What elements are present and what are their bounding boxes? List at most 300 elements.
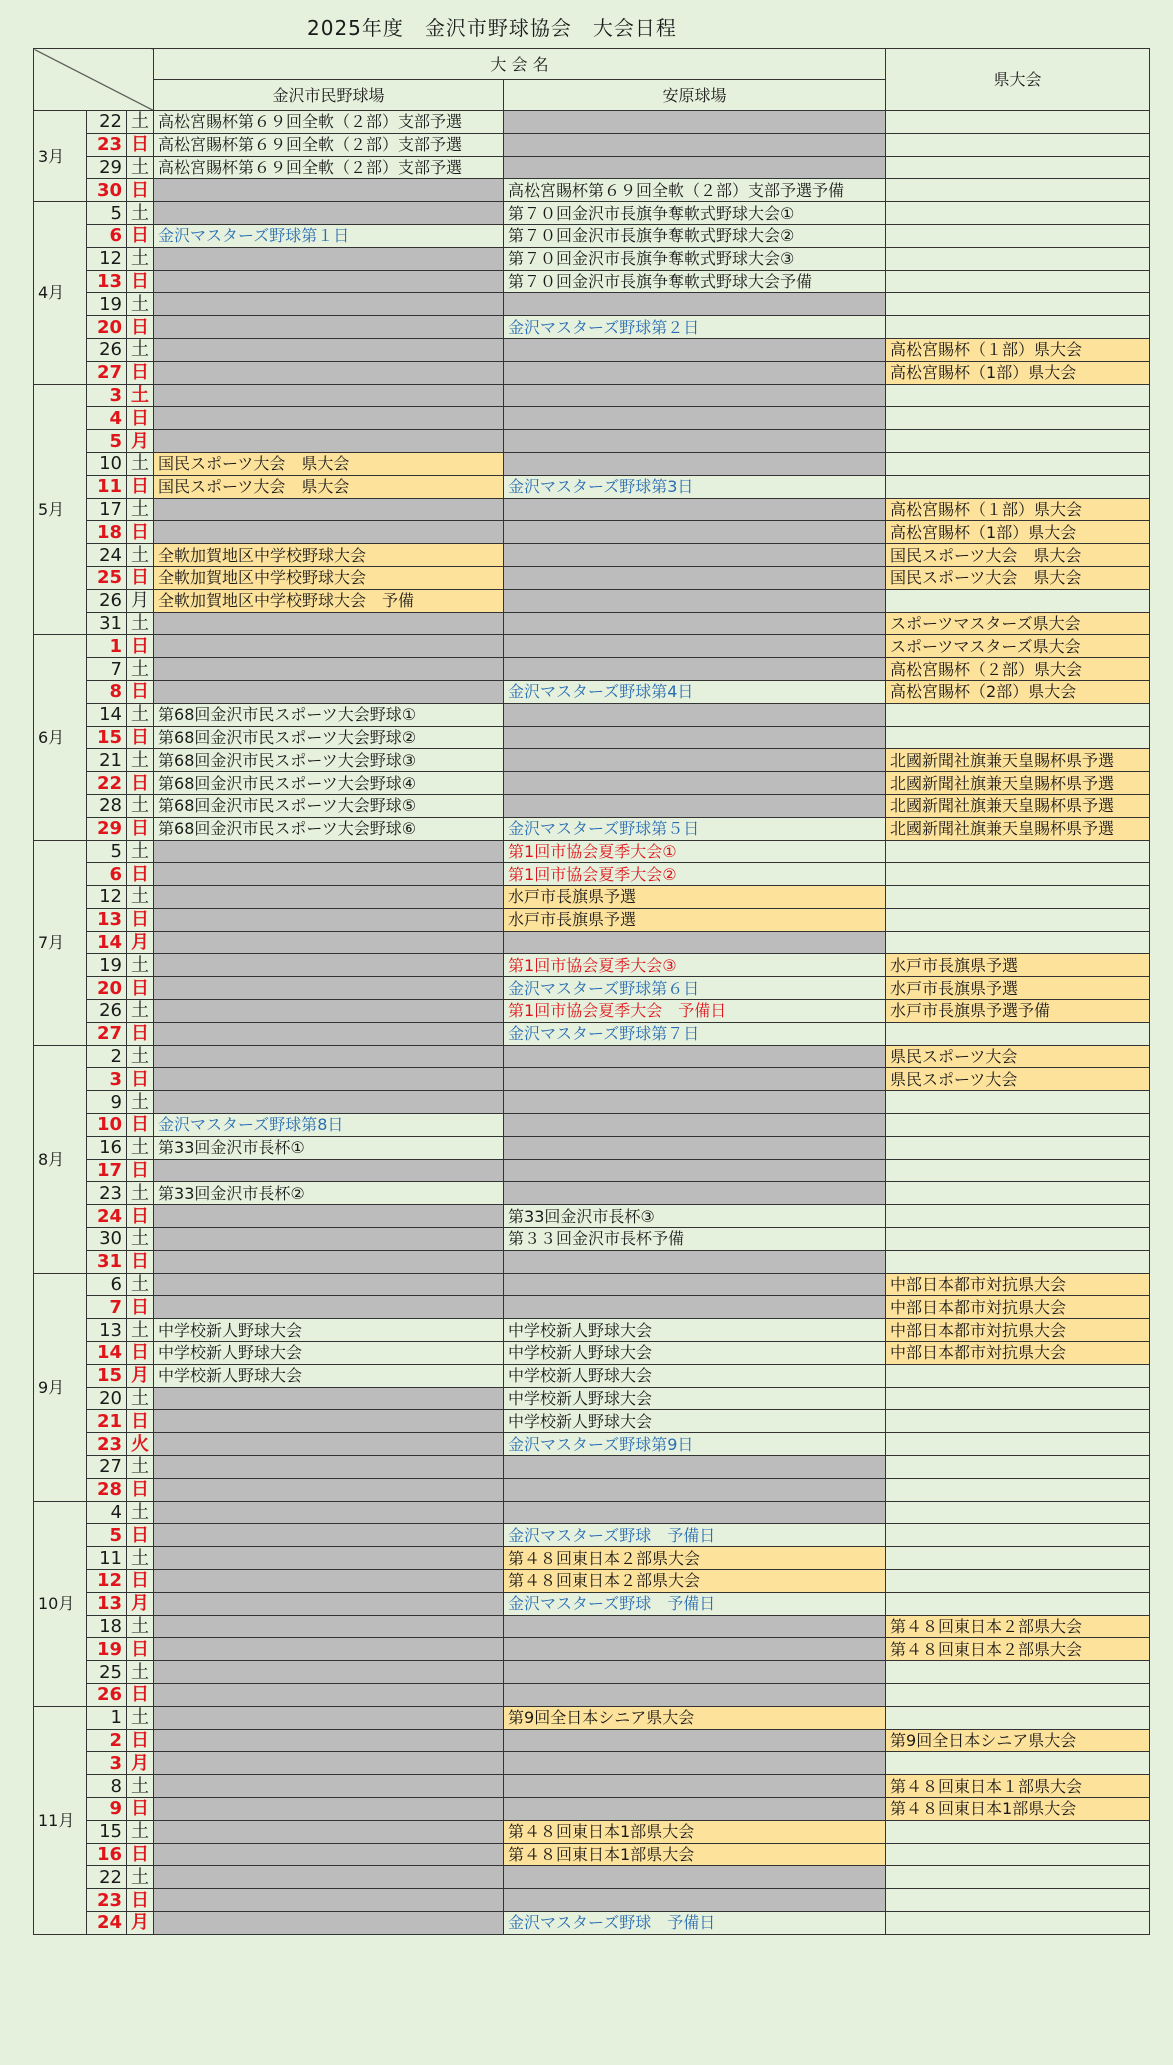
venue1-event: 第33回金沢市長杯② xyxy=(154,1182,504,1205)
day-number: 19 xyxy=(87,954,127,977)
prefecture-event xyxy=(886,430,1150,453)
weekday: 日 xyxy=(127,1250,154,1273)
prefecture-event xyxy=(886,1570,1150,1593)
weekday: 土 xyxy=(127,1228,154,1251)
weekday: 日 xyxy=(127,361,154,384)
venue1-event: 国民スポーツ大会 県大会 xyxy=(154,475,504,498)
schedule-row xyxy=(34,1547,1150,1570)
prefecture-event: 水戸市長旗県予選予備 xyxy=(886,1000,1150,1023)
prefecture-event xyxy=(886,726,1150,749)
schedule-row xyxy=(34,1683,1150,1706)
prefecture-event xyxy=(886,1091,1150,1114)
weekday: 土 xyxy=(127,1045,154,1068)
venue2-event: 金沢マスターズ野球 予備日 xyxy=(504,1592,886,1615)
schedule-table-container xyxy=(33,48,1149,2035)
prefecture-event xyxy=(886,1433,1150,1456)
venue2-event: 第４８回東日本２部県大会 xyxy=(504,1570,886,1593)
venue2-event: 第1回市協会夏季大会 予備日 xyxy=(504,1000,886,1023)
schedule-row xyxy=(34,1501,1150,1524)
venue1-header: 金沢市民野球場 xyxy=(154,80,504,111)
venue1-event xyxy=(154,1661,504,1684)
day-number: 14 xyxy=(87,1342,127,1365)
schedule-row xyxy=(34,635,1150,658)
schedule-row xyxy=(34,1797,1150,1820)
schedule-row xyxy=(34,1319,1150,1342)
venue2-event: 第1回市協会夏季大会② xyxy=(504,863,886,886)
weekday: 月 xyxy=(127,1364,154,1387)
schedule-row xyxy=(34,886,1150,909)
schedule-row xyxy=(34,954,1150,977)
weekday: 土 xyxy=(127,293,154,316)
venue2-event xyxy=(504,635,886,658)
venue1-event: 第68回金沢市民スポーツ大会野球⑥ xyxy=(154,817,504,840)
day-number: 27 xyxy=(87,1456,127,1479)
venue1-event xyxy=(154,1570,504,1593)
venue2-event: 第４８回東日本1部県大会 xyxy=(504,1820,886,1843)
venue1-event: 中学校新人野球大会 xyxy=(154,1342,504,1365)
weekday: 土 xyxy=(127,1775,154,1798)
schedule-row xyxy=(34,1592,1150,1615)
venue1-event: 中学校新人野球大会 xyxy=(154,1319,504,1342)
day-number: 2 xyxy=(87,1045,127,1068)
weekday: 日 xyxy=(127,475,154,498)
venue1-event xyxy=(154,886,504,909)
weekday: 日 xyxy=(127,680,154,703)
day-number: 20 xyxy=(87,977,127,1000)
venue2-event xyxy=(504,407,886,430)
prefecture-event xyxy=(886,1501,1150,1524)
day-number: 12 xyxy=(87,1570,127,1593)
day-number: 5 xyxy=(87,1524,127,1547)
weekday: 土 xyxy=(127,1273,154,1296)
header-row-1 xyxy=(34,49,1150,80)
day-number: 18 xyxy=(87,1615,127,1638)
venue2-header: 安原球場 xyxy=(504,80,886,111)
weekday: 土 xyxy=(127,498,154,521)
venue1-event xyxy=(154,338,504,361)
day-number: 24 xyxy=(87,1205,127,1228)
prefecture-event xyxy=(886,270,1150,293)
prefecture-event xyxy=(886,247,1150,270)
venue1-event xyxy=(154,1729,504,1752)
weekday: 月 xyxy=(127,931,154,954)
schedule-row xyxy=(34,1022,1150,1045)
venue1-event: 第33回金沢市長杯① xyxy=(154,1136,504,1159)
prefecture-event: 第４８回東日本1部県大会 xyxy=(886,1797,1150,1820)
day-number: 3 xyxy=(87,384,127,407)
venue1-event: 全軟加賀地区中学校野球大会 予備 xyxy=(154,589,504,612)
weekday: 日 xyxy=(127,1159,154,1182)
weekday: 日 xyxy=(127,1570,154,1593)
venue2-event: 金沢マスターズ野球第4日 xyxy=(504,680,886,703)
day-number: 23 xyxy=(87,1433,127,1456)
prefecture-event xyxy=(886,931,1150,954)
venue2-event: 金沢マスターズ野球第７日 xyxy=(504,1022,886,1045)
schedule-row xyxy=(34,544,1150,567)
weekday: 月 xyxy=(127,1911,154,1934)
day-number: 20 xyxy=(87,1387,127,1410)
prefecture-event: 高松宮賜杯（1部）県大会 xyxy=(886,361,1150,384)
venue2-event xyxy=(504,1729,886,1752)
prefecture-event xyxy=(886,1661,1150,1684)
day-number: 3 xyxy=(87,1752,127,1775)
schedule-row xyxy=(34,521,1150,544)
day-number: 26 xyxy=(87,1683,127,1706)
day-number: 27 xyxy=(87,361,127,384)
venue2-event xyxy=(504,1889,886,1912)
weekday: 日 xyxy=(127,1410,154,1433)
day-number: 19 xyxy=(87,293,127,316)
prefecture-event: 水戸市長旗県予選 xyxy=(886,954,1150,977)
day-number: 5 xyxy=(87,202,127,225)
month-label: 4月 xyxy=(34,202,87,384)
prefecture-event: 第４８回東日本２部県大会 xyxy=(886,1615,1150,1638)
prefecture-event: 高松宮賜杯（２部）県大会 xyxy=(886,658,1150,681)
schedule-row xyxy=(34,1570,1150,1593)
schedule-row xyxy=(34,1775,1150,1798)
schedule-row xyxy=(34,1615,1150,1638)
weekday: 日 xyxy=(127,521,154,544)
schedule-row xyxy=(34,1228,1150,1251)
schedule-row xyxy=(34,931,1150,954)
day-number: 22 xyxy=(87,772,127,795)
schedule-row xyxy=(34,407,1150,430)
venue1-event: 高松宮賜杯第６９回全軟（２部）支部予選 xyxy=(154,111,504,134)
venue2-event: 第４８回東日本２部県大会 xyxy=(504,1547,886,1570)
prefecture-event: 第４８回東日本２部県大会 xyxy=(886,1638,1150,1661)
venue1-event xyxy=(154,202,504,225)
schedule-row xyxy=(34,726,1150,749)
prefecture-event: スポーツマスターズ県大会 xyxy=(886,612,1150,635)
schedule-row xyxy=(34,1182,1150,1205)
schedule-row xyxy=(34,1000,1150,1023)
day-number: 28 xyxy=(87,1478,127,1501)
schedule-row xyxy=(34,772,1150,795)
venue2-event xyxy=(504,1273,886,1296)
day-number: 12 xyxy=(87,886,127,909)
venue1-event xyxy=(154,612,504,635)
weekday: 月 xyxy=(127,430,154,453)
venue1-event xyxy=(154,1775,504,1798)
schedule-row xyxy=(34,749,1150,772)
venue2-event xyxy=(504,1250,886,1273)
day-number: 30 xyxy=(87,1228,127,1251)
venue1-event xyxy=(154,1478,504,1501)
venue2-event xyxy=(504,1752,886,1775)
prefecture-event xyxy=(886,1250,1150,1273)
weekday: 日 xyxy=(127,1114,154,1137)
venue2-event xyxy=(504,1638,886,1661)
schedule-row xyxy=(34,452,1150,475)
venue2-event: 金沢マスターズ野球第9日 xyxy=(504,1433,886,1456)
weekday: 土 xyxy=(127,1706,154,1729)
venue1-event xyxy=(154,1797,504,1820)
weekday: 土 xyxy=(127,1820,154,1843)
weekday: 日 xyxy=(127,1729,154,1752)
weekday: 日 xyxy=(127,1797,154,1820)
prefecture-event xyxy=(886,840,1150,863)
day-number: 8 xyxy=(87,680,127,703)
day-number: 10 xyxy=(87,1114,127,1137)
weekday: 日 xyxy=(127,863,154,886)
day-number: 23 xyxy=(87,133,127,156)
schedule-row xyxy=(34,908,1150,931)
venue2-event: 第７０回金沢市長旗争奪軟式野球大会③ xyxy=(504,247,886,270)
day-number: 1 xyxy=(87,1706,127,1729)
prefecture-event xyxy=(886,1752,1150,1775)
schedule-row xyxy=(34,247,1150,270)
venue2-event: 第４８回東日本1部県大会 xyxy=(504,1843,886,1866)
prefecture-event xyxy=(886,1547,1150,1570)
prefecture-event xyxy=(886,589,1150,612)
schedule-row xyxy=(34,1205,1150,1228)
weekday: 月 xyxy=(127,1592,154,1615)
schedule-row xyxy=(34,1045,1150,1068)
prefecture-event xyxy=(886,1114,1150,1137)
prefecture-event xyxy=(886,1524,1150,1547)
weekday: 日 xyxy=(127,1205,154,1228)
venue1-event xyxy=(154,247,504,270)
venue2-event: 第７０回金沢市長旗争奪軟式野球大会① xyxy=(504,202,886,225)
day-number: 13 xyxy=(87,1319,127,1342)
venue2-event xyxy=(504,1797,886,1820)
venue2-event: 第33回金沢市長杯③ xyxy=(504,1205,886,1228)
venue2-event xyxy=(504,430,886,453)
venue1-event: 金沢マスターズ野球第１日 xyxy=(154,224,504,247)
weekday: 日 xyxy=(127,270,154,293)
prefecture-header: 県大会 xyxy=(886,49,1150,111)
weekday: 日 xyxy=(127,1068,154,1091)
day-number: 6 xyxy=(87,863,127,886)
prefecture-event xyxy=(886,133,1150,156)
prefecture-event: 第４８回東日本１部県大会 xyxy=(886,1775,1150,1798)
prefecture-event: 北國新聞社旗兼天皇賜杯県予選 xyxy=(886,794,1150,817)
day-number: 30 xyxy=(87,179,127,202)
prefecture-event: 高松宮賜杯（１部）県大会 xyxy=(886,338,1150,361)
prefecture-event xyxy=(886,202,1150,225)
day-number: 15 xyxy=(87,1364,127,1387)
day-number: 15 xyxy=(87,1820,127,1843)
day-number: 24 xyxy=(87,544,127,567)
venue1-event xyxy=(154,954,504,977)
venue2-event: 金沢マスターズ野球 予備日 xyxy=(504,1524,886,1547)
weekday: 火 xyxy=(127,1433,154,1456)
prefecture-event: 中部日本都市対抗県大会 xyxy=(886,1273,1150,1296)
venue2-event: 中学校新人野球大会 xyxy=(504,1387,886,1410)
month-label: 9月 xyxy=(34,1273,87,1501)
prefecture-event xyxy=(886,111,1150,134)
venue1-event xyxy=(154,1706,504,1729)
prefecture-event: 北國新聞社旗兼天皇賜杯県予選 xyxy=(886,817,1150,840)
weekday: 日 xyxy=(127,1296,154,1319)
venue2-event xyxy=(504,133,886,156)
venue2-event xyxy=(504,931,886,954)
venue1-event xyxy=(154,658,504,681)
venue1-event xyxy=(154,863,504,886)
schedule-row xyxy=(34,1068,1150,1091)
weekday: 土 xyxy=(127,384,154,407)
prefecture-event: 高松宮賜杯（１部）県大会 xyxy=(886,498,1150,521)
venue2-event xyxy=(504,1182,886,1205)
day-number: 19 xyxy=(87,1638,127,1661)
weekday: 日 xyxy=(127,566,154,589)
venue2-event xyxy=(504,566,886,589)
schedule-row xyxy=(34,475,1150,498)
prefecture-event: 北國新聞社旗兼天皇賜杯県予選 xyxy=(886,772,1150,795)
venue2-event: 第７０回金沢市長旗争奪軟式野球大会② xyxy=(504,224,886,247)
venue2-event xyxy=(504,589,886,612)
venue1-event xyxy=(154,293,504,316)
venue1-event xyxy=(154,1273,504,1296)
weekday: 土 xyxy=(127,1091,154,1114)
day-number: 22 xyxy=(87,111,127,134)
venue1-event xyxy=(154,1000,504,1023)
weekday: 土 xyxy=(127,1547,154,1570)
venue1-event xyxy=(154,840,504,863)
day-number: 25 xyxy=(87,566,127,589)
day-number: 17 xyxy=(87,1159,127,1182)
weekday: 土 xyxy=(127,703,154,726)
weekday: 日 xyxy=(127,977,154,1000)
weekday: 土 xyxy=(127,794,154,817)
venue2-event xyxy=(504,1501,886,1524)
day-number: 29 xyxy=(87,817,127,840)
schedule-row xyxy=(34,202,1150,225)
venue2-event xyxy=(504,1068,886,1091)
schedule-row xyxy=(34,1296,1150,1319)
weekday: 土 xyxy=(127,1136,154,1159)
prefecture-event xyxy=(886,475,1150,498)
day-number: 3 xyxy=(87,1068,127,1091)
weekday: 土 xyxy=(127,954,154,977)
venue2-event xyxy=(504,361,886,384)
prefecture-event xyxy=(886,1456,1150,1479)
weekday: 日 xyxy=(127,316,154,339)
day-number: 7 xyxy=(87,1296,127,1319)
weekday: 日 xyxy=(127,224,154,247)
venue1-event xyxy=(154,1615,504,1638)
prefecture-event xyxy=(886,1478,1150,1501)
prefecture-event xyxy=(886,293,1150,316)
venue1-event xyxy=(154,908,504,931)
schedule-row xyxy=(34,1159,1150,1182)
schedule-row xyxy=(34,977,1150,1000)
day-number: 4 xyxy=(87,1501,127,1524)
prefecture-event xyxy=(886,1364,1150,1387)
prefecture-event: 高松宮賜杯（2部）県大会 xyxy=(886,680,1150,703)
venue2-event xyxy=(504,703,886,726)
schedule-row xyxy=(34,1456,1150,1479)
schedule-row xyxy=(34,156,1150,179)
day-number: 7 xyxy=(87,658,127,681)
weekday: 土 xyxy=(127,202,154,225)
venue2-event: 中学校新人野球大会 xyxy=(504,1319,886,1342)
venue2-event xyxy=(504,521,886,544)
prefecture-event xyxy=(886,1182,1150,1205)
prefecture-event xyxy=(886,1159,1150,1182)
weekday: 土 xyxy=(127,1615,154,1638)
venue2-event xyxy=(504,794,886,817)
schedule-row xyxy=(34,1638,1150,1661)
prefecture-event: 中部日本都市対抗県大会 xyxy=(886,1342,1150,1365)
prefecture-event xyxy=(886,1911,1150,1934)
schedule-row xyxy=(34,133,1150,156)
schedule-row xyxy=(34,863,1150,886)
prefecture-event xyxy=(886,1410,1150,1433)
schedule-row xyxy=(34,794,1150,817)
day-number: 21 xyxy=(87,749,127,772)
schedule-row xyxy=(34,1273,1150,1296)
schedule-row xyxy=(34,224,1150,247)
weekday: 土 xyxy=(127,111,154,134)
prefecture-event xyxy=(886,1889,1150,1912)
day-number: 10 xyxy=(87,452,127,475)
schedule-row xyxy=(34,817,1150,840)
corner-diagonal-cell xyxy=(34,49,154,111)
prefecture-event: スポーツマスターズ県大会 xyxy=(886,635,1150,658)
prefecture-event xyxy=(886,1843,1150,1866)
day-number: 16 xyxy=(87,1136,127,1159)
venue2-event xyxy=(504,772,886,795)
schedule-row xyxy=(34,498,1150,521)
venue1-event xyxy=(154,361,504,384)
day-number: 26 xyxy=(87,1000,127,1023)
weekday: 日 xyxy=(127,635,154,658)
day-number: 12 xyxy=(87,247,127,270)
prefecture-event xyxy=(886,1866,1150,1889)
venue2-event xyxy=(504,1159,886,1182)
venue1-event xyxy=(154,1820,504,1843)
schedule-row xyxy=(34,338,1150,361)
schedule-row xyxy=(34,430,1150,453)
tournament-name-header: 大 会 名 xyxy=(154,49,886,80)
day-number: 26 xyxy=(87,589,127,612)
page-title: 2025年度 金沢市野球協会 大会日程 xyxy=(307,16,677,40)
venue2-event: 金沢マスターズ野球 予備日 xyxy=(504,1911,886,1934)
weekday: 土 xyxy=(127,1000,154,1023)
venue2-event: 金沢マスターズ野球第２日 xyxy=(504,316,886,339)
venue1-event xyxy=(154,635,504,658)
venue1-event xyxy=(154,1889,504,1912)
day-number: 21 xyxy=(87,1410,127,1433)
day-number: 11 xyxy=(87,1547,127,1570)
venue2-event: 第1回市協会夏季大会③ xyxy=(504,954,886,977)
schedule-row xyxy=(34,1364,1150,1387)
venue1-event xyxy=(154,680,504,703)
prefecture-event xyxy=(886,316,1150,339)
venue1-event xyxy=(154,1068,504,1091)
day-number: 16 xyxy=(87,1843,127,1866)
venue2-event xyxy=(504,1683,886,1706)
schedule-row xyxy=(34,1820,1150,1843)
prefecture-event xyxy=(886,1136,1150,1159)
weekday: 日 xyxy=(127,772,154,795)
venue1-event: 第68回金沢市民スポーツ大会野球⑤ xyxy=(154,794,504,817)
prefecture-event xyxy=(886,407,1150,430)
venue2-event xyxy=(504,498,886,521)
schedule-row xyxy=(34,1114,1150,1137)
weekday: 日 xyxy=(127,1524,154,1547)
venue1-event xyxy=(154,1638,504,1661)
venue2-event: 第9回全日本シニア県大会 xyxy=(504,1706,886,1729)
prefecture-event xyxy=(886,1228,1150,1251)
prefecture-event xyxy=(886,179,1150,202)
schedule-row xyxy=(34,612,1150,635)
day-number: 18 xyxy=(87,521,127,544)
day-number: 31 xyxy=(87,612,127,635)
schedule-row xyxy=(34,1752,1150,1775)
weekday: 日 xyxy=(127,1638,154,1661)
